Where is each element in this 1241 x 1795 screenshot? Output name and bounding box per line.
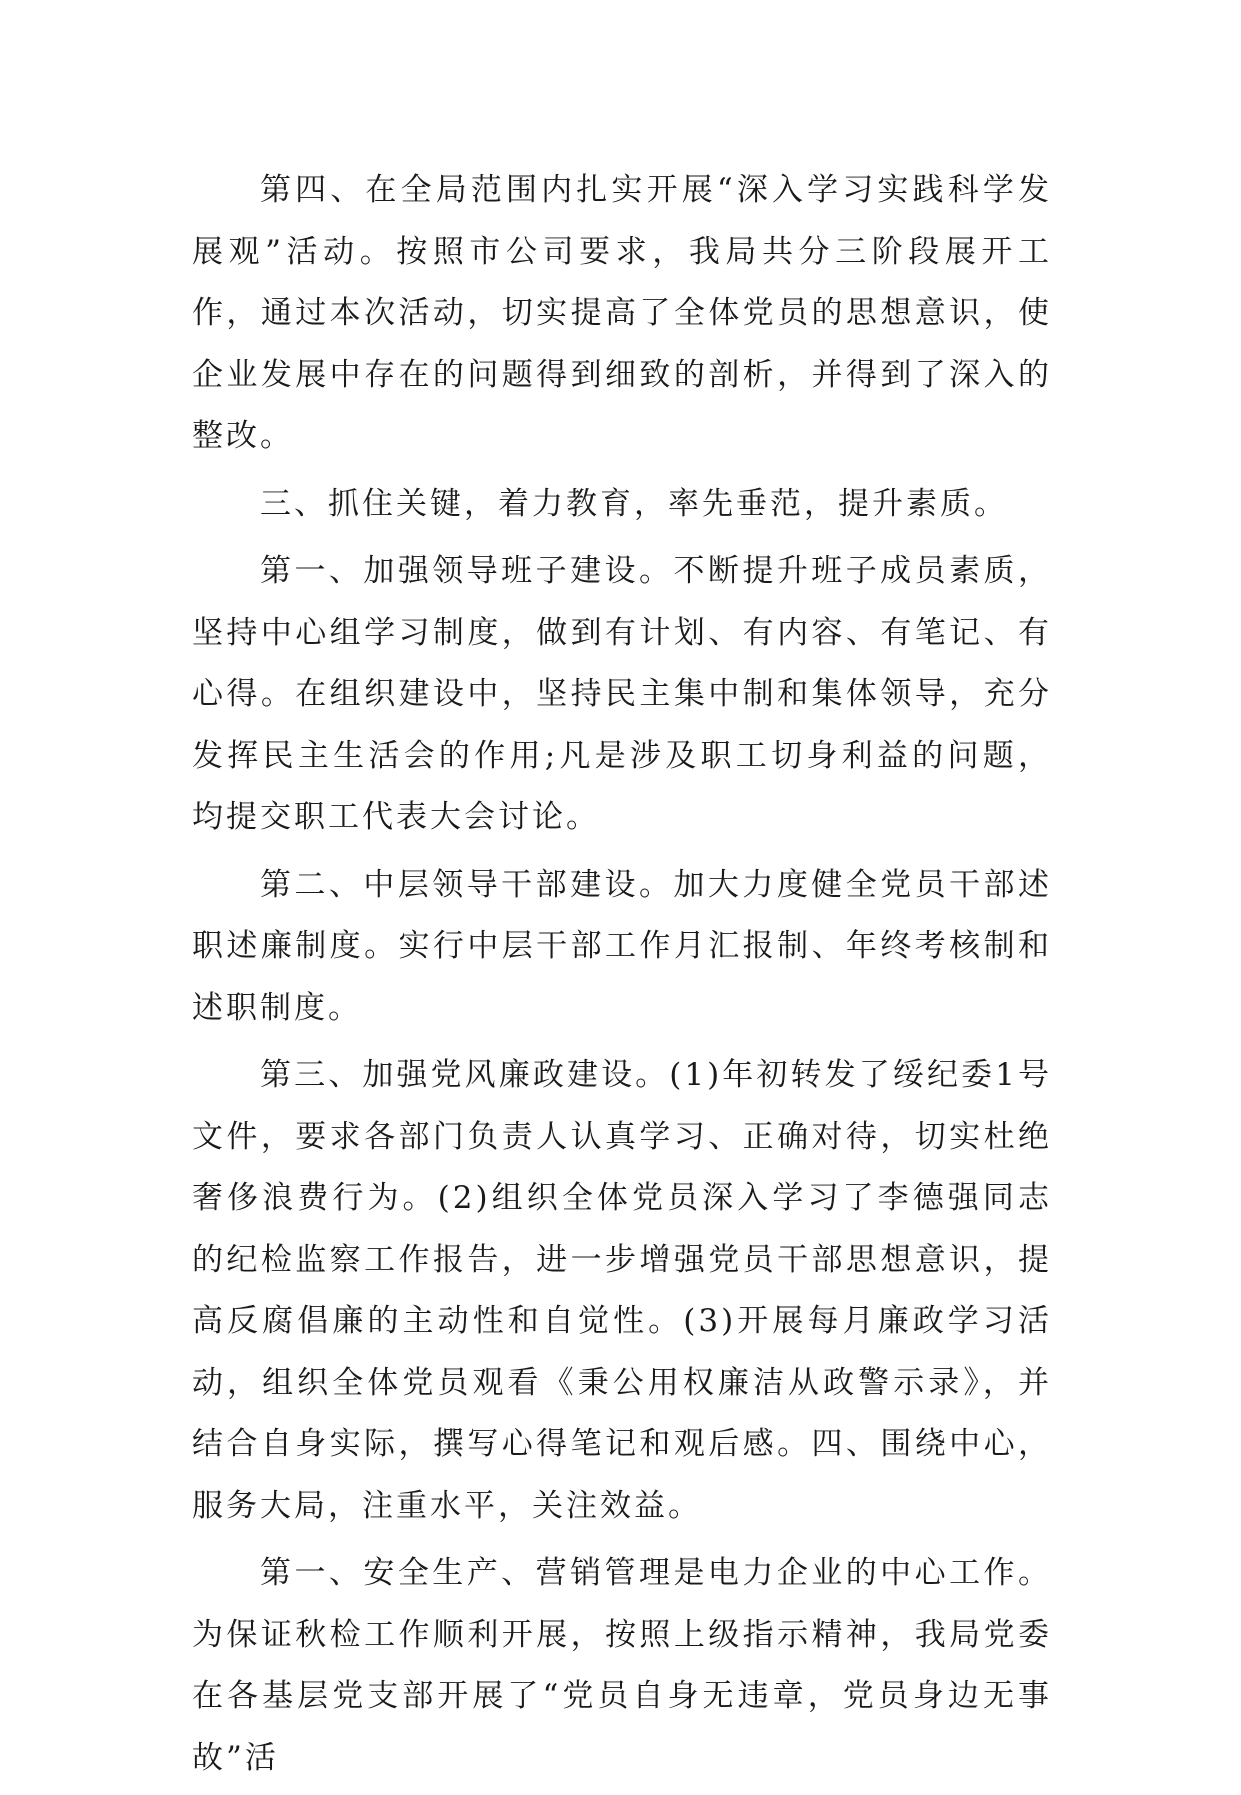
paragraph-4: 第二、中层领导干部建设。加大力度健全党员干部述职述廉制度。实行中层干部工作月汇报制、年终考核制和述职制度。: [192, 866, 1052, 1026]
paragraph-6: 第一、安全生产、营销管理是电力企业的中心工作。为保证秋检工作顺利开展，按照上级指示精神，我局党委在各基层党支部开展了“党员自身无违章，党员身边无事故”活: [192, 1555, 1052, 1776]
document-body: [192, 160, 1052, 1795]
paragraph-3: 第一、加强领导班子建设。不断提升班子成员素质，坚持中心组学习制度，做到有计划、有内容、有笔记、有心得。在组织建设中，坚持民主集中制和集体领导，充分发挥民主生活会的作用;凡是涉及职工切身利益的问题，均提交职工代表大会讨论。: [192, 553, 1052, 835]
paragraph-1: 第四、在全局范围内扎实开展“深入学习实践科学发展观”活动。按照市公司要求，我局共分三阶段展开工作，通过本次活动，切实提高了全体党员的思想意识，使企业发展中存在的问题得到细致的剖析，并得到了深入的整改。: [192, 172, 1052, 454]
paragraph-2: 三、抓住关键，着力教育，率先垂范，提升素质。: [260, 485, 1008, 522]
paragraph-5: 第三、加强党风廉政建设。(1)年初转发了绥纪委1号文件，要求各部门负责人认真学习、正确对待，切实杜绝奢侈浪费行为。(2)组织全体党员深入学习了李德强同志的纪检监察工作报告，进一步增强党员干部思想意识，提高反腐倡廉的主动性和自觉性。(3)开展每月廉政学习活动，组织全体党员观看《秉公用权廉洁从政警示录》，并结合自身实际，撰写心得笔记和观后感。四、围绕中心，服务大局，注重水平，关注效益。: [192, 1057, 1052, 1524]
